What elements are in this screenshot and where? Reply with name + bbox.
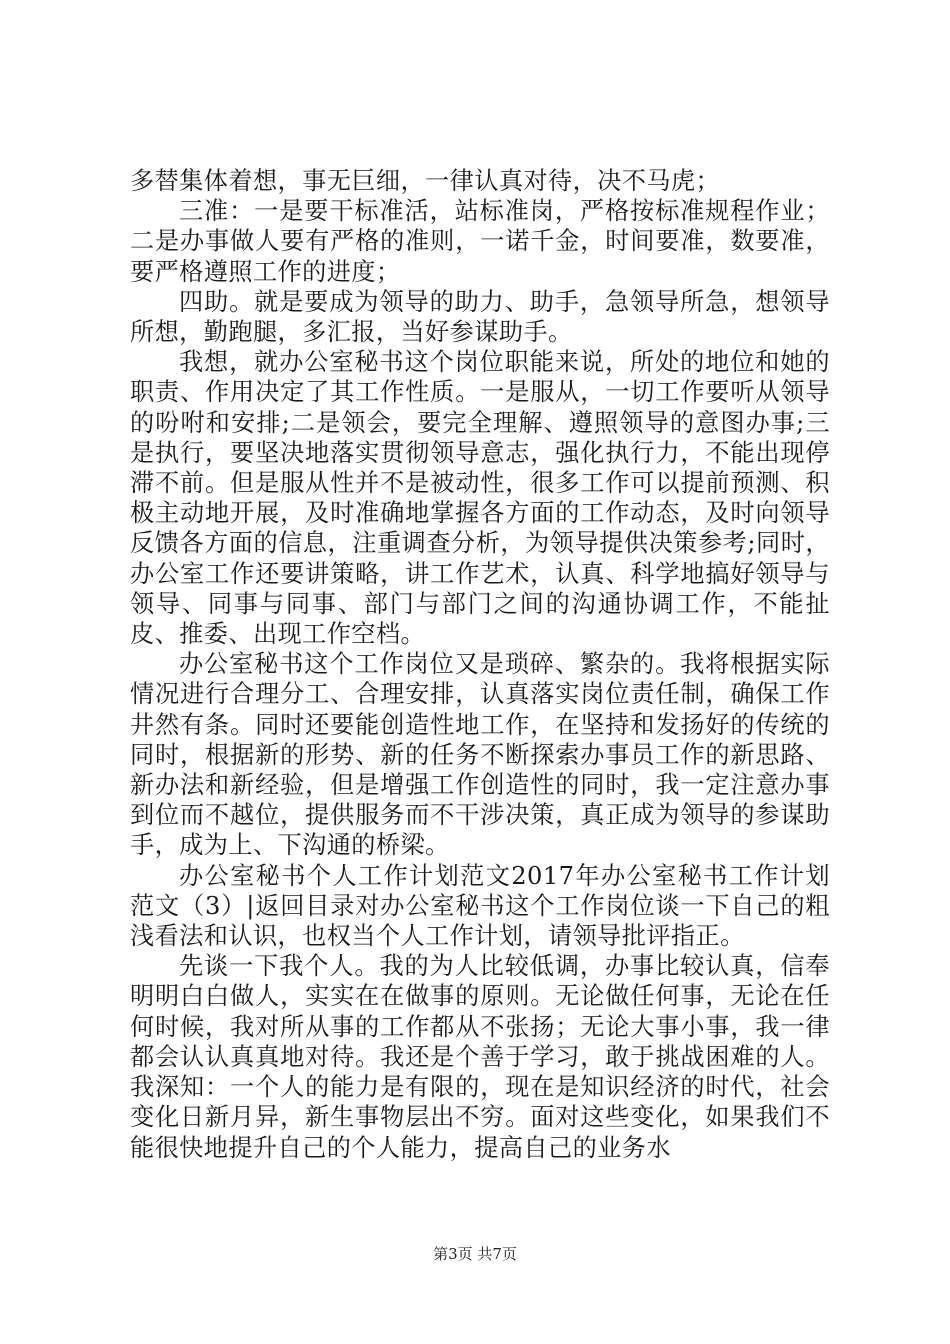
page-number-footer: 第3页 共7页	[433, 1245, 517, 1263]
paragraph: 办公室秘书个人工作计划范文2017年办公室秘书工作计划范文（3）|返回目录对办公室秘书这个工作岗位谈一下自己的粗浅看法和认识，也权当个人工作计划，请领导批评指正。	[130, 861, 830, 951]
paragraph: 先谈一下我个人。我的为人比较低调，办事比较认真，信奉明明白白做人，实实在在做事的原则。无论做任何事，无论在任何时候，我对所从事的工作都从不张扬；无论大事小事，我一律都会认认真真地对待。我还是个善于学习，敢于挑战困难的人。我深知：一个人的能力是有限的，现在是知识经济的时代，社会变化日新月异，新生事物层出不穷。面对这些变化，如果我们不能很快地提升自己的个人能力，提高自己的业务水	[130, 952, 830, 1162]
paragraph: 多替集体着想，事无巨细，一律认真对待，决不马虎；	[130, 167, 721, 195]
paragraph: 办公室秘书这个工作岗位又是琐碎、繁杂的。我将根据实际情况进行合理分工、合理安排，认真落实岗位责任制，确保工作井然有条。同时还要能创造性地工作，在坚持和发扬好的传统的同时，根据新的形势、新的任务不断探索办事员工作的新思路、新办法和新经验，但是增强工作创造性的同时，我一定注意办事到位而不越位，提供服务而不干涉决策，真正成为领导的参谋助手，成为上、下沟通的桥梁。	[130, 650, 830, 860]
paragraph: 四助。就是要成为领导的助力、助手，急领导所急，想领导所想，勤跑腿，多汇报，当好参谋助手。	[130, 287, 830, 347]
paragraph: 三准：一是要干标准活，站标准岗，严格按标准规程作业；二是办事做人要有严格的准则，一诺千金，时间要准，数要准，要严格遵照工作的进度；	[130, 197, 830, 286]
paragraph: 我想，就办公室秘书这个岗位职能来说，所处的地位和她的职责、作用决定了其工作性质。一是服从，一切工作要听从领导的吩咐和安排;二是领会，要完全理解、遵照领导的意图办事;三是执行，要坚决地落实贯彻领导意志，强化执行力，不能出现停滞不前。但是服从性并不是被动性，很多工作可以提前预测、积极主动地开展，及时准确地掌握各方面的工作动态，及时向领导反馈各方面的信息，注重调查分析，为领导提供决策参考;同时，办公室工作还要讲策略，讲工作艺术，认真、科学地搞好领导与领导、同事与同事、部门与部门之间的沟通协调工作，不能扯皮、推委、出现工作空档。	[130, 348, 830, 649]
document-body	[130, 166, 830, 1163]
